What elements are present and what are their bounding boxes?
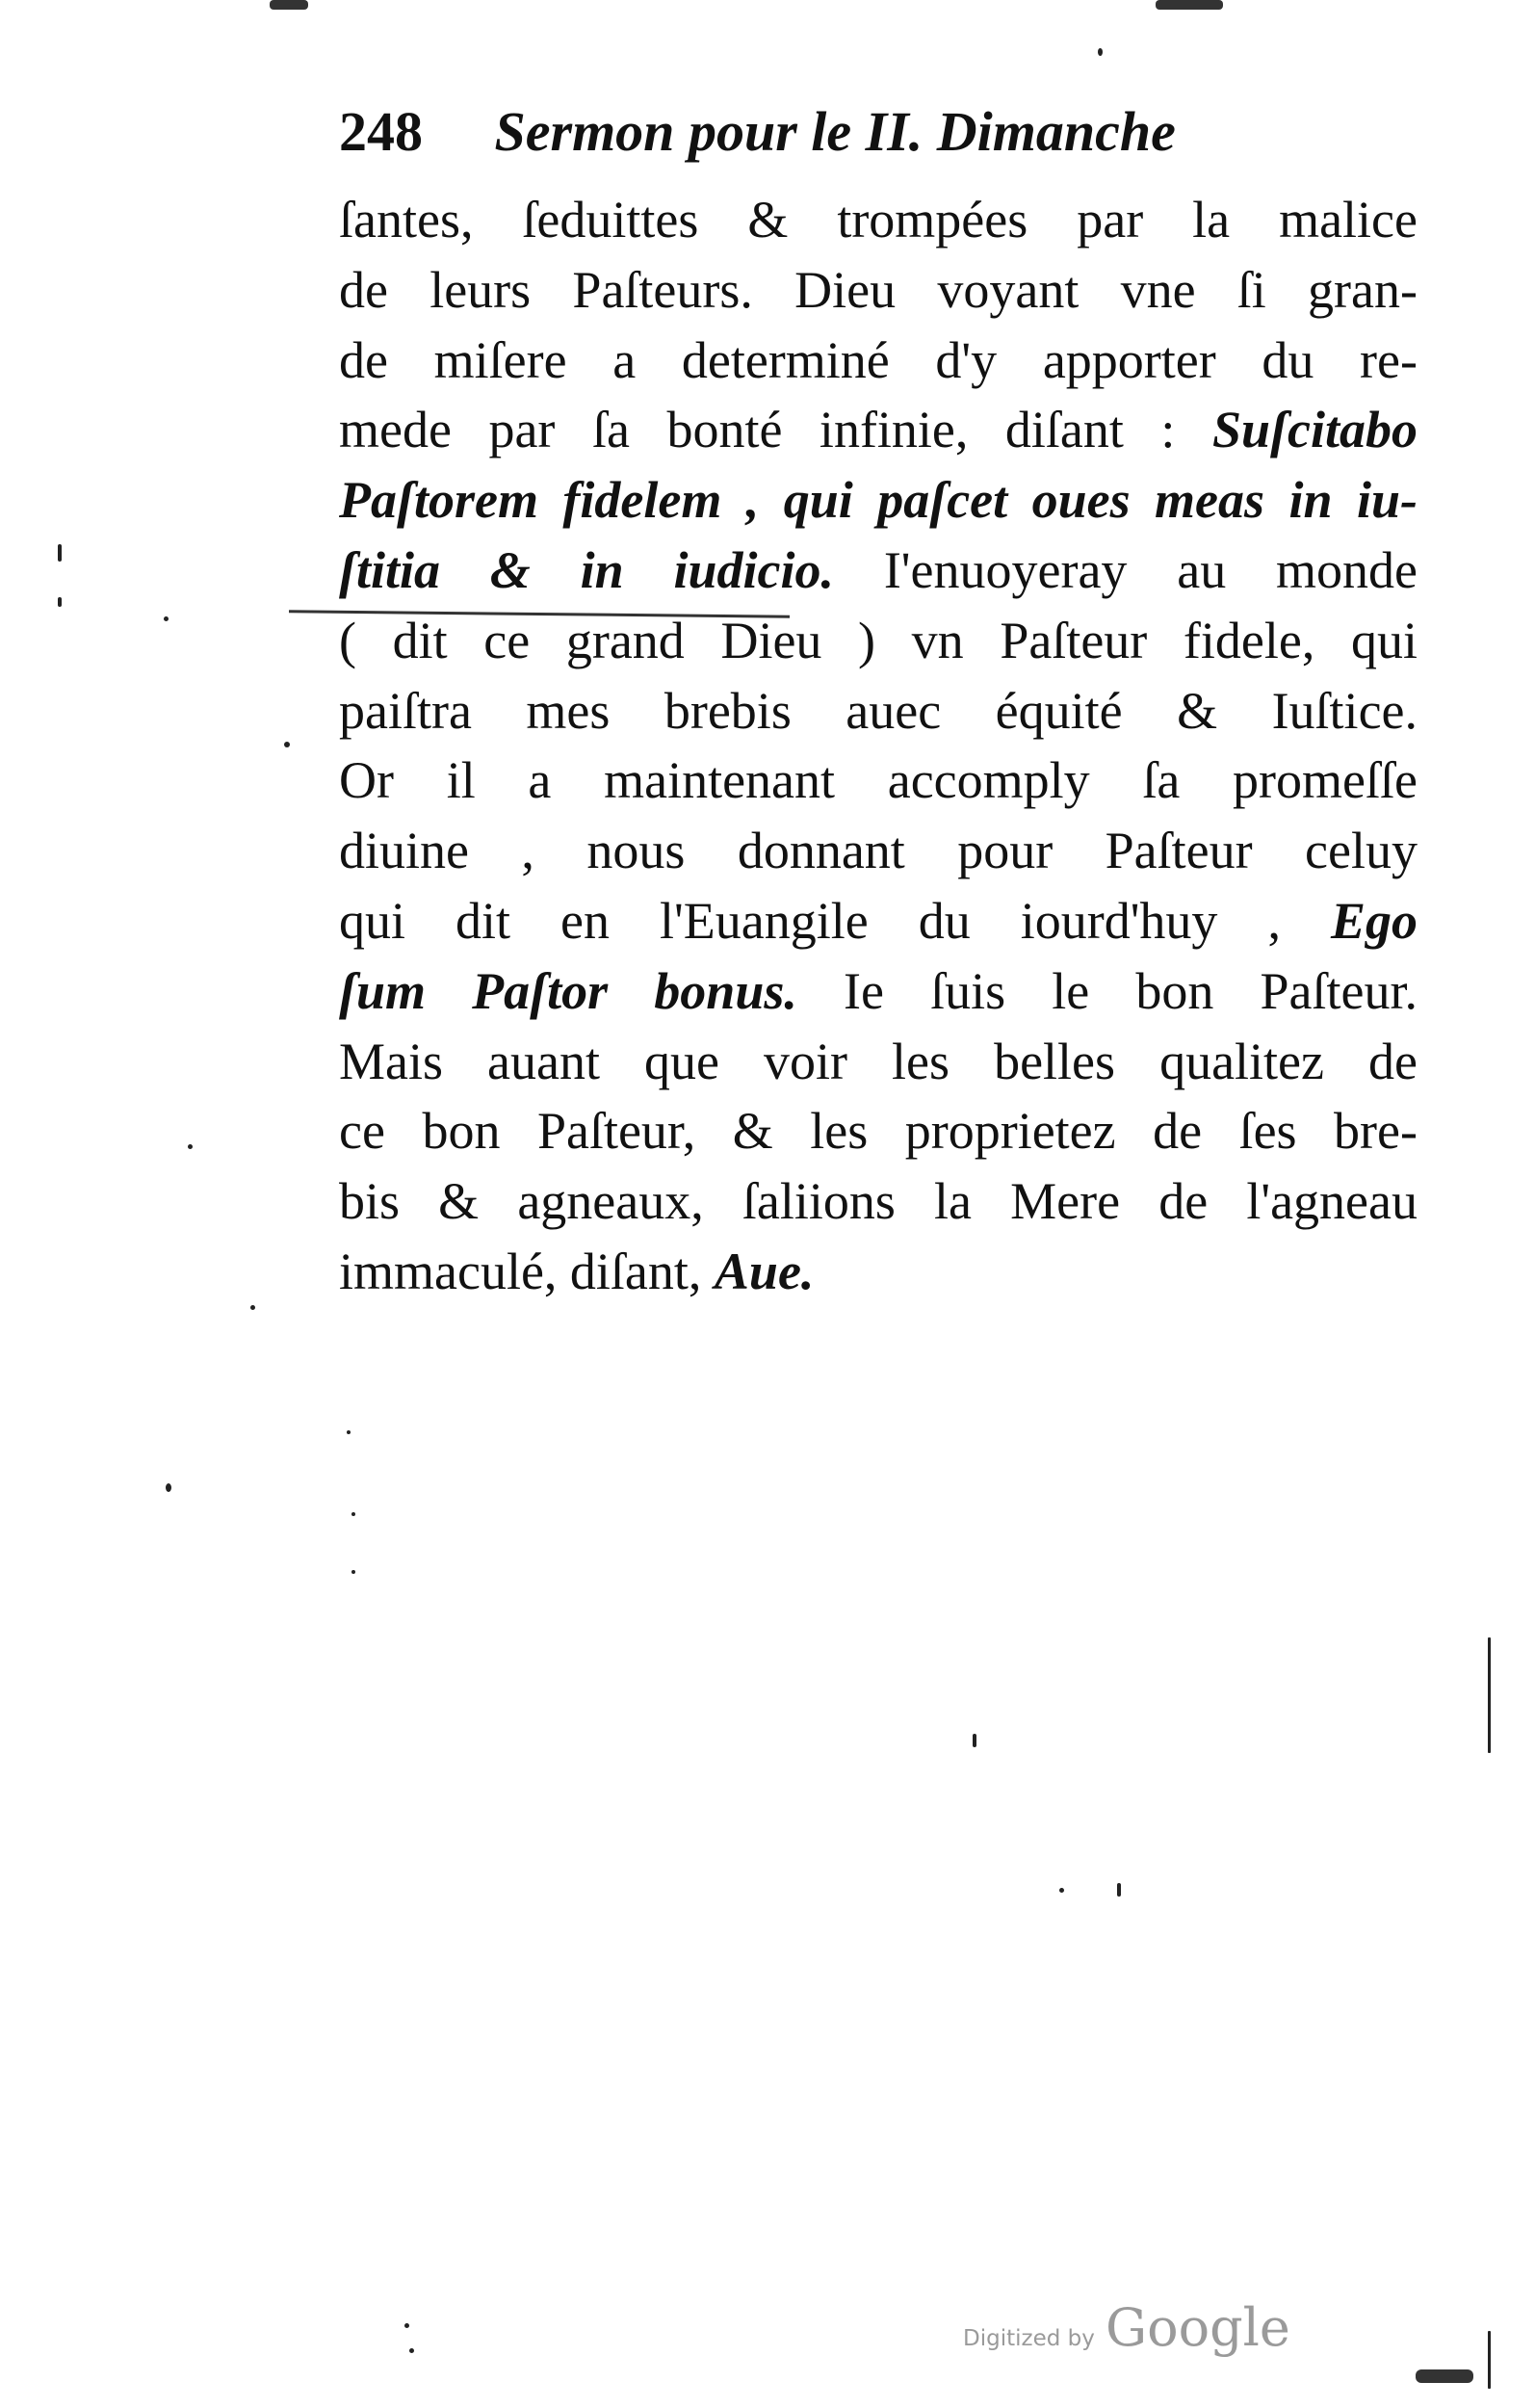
print-speck [1117,1883,1121,1897]
print-speck [1488,2331,1491,2389]
french-text: ( dit ce grand Dieu ) vn Paſteur fidele, qui [339,611,1418,669]
latin-quotation: Aue. [714,1242,815,1300]
french-text: de miſere a determiné d'y apporter du re- [339,330,1418,389]
print-speck [347,1430,351,1434]
french-text: de leurs Paſteurs. Dieu voyant vne ſi gran- [339,260,1418,319]
print-speck [404,2323,409,2328]
french-text: ſantes, ſeduittes & trompées par la malice [339,191,1418,249]
print-speck [1488,1637,1491,1753]
text-line [339,816,1418,886]
french-text: Ie ſuis le bon Paſteur. [796,961,1418,1020]
text-line [339,465,1418,536]
print-speck [351,1512,355,1516]
print-speck [351,1570,355,1574]
print-speck [1156,0,1223,10]
text-line [339,1237,1418,1307]
text-line [339,746,1418,816]
text-line [339,886,1418,956]
text-line [339,1027,1418,1097]
latin-quotation: ſtitia & in iudicio. [339,540,834,599]
print-speck [188,1144,193,1149]
print-speck [1416,2369,1473,2383]
text-line [339,255,1418,326]
print-speck [409,2348,414,2353]
running-head: Sermon pour le II. Dimanche [494,100,1176,163]
text-line [339,185,1418,255]
print-speck [1098,48,1103,56]
text-line [339,395,1418,465]
print-speck [58,544,62,562]
latin-quotation: ſum Paſtor bonus. [339,961,797,1020]
french-text: ce bon Paſteur, & les proprietez de ſes bre- [339,1102,1418,1161]
french-text: I'enuoyeray au monde [834,540,1418,599]
print-speck [250,1305,255,1310]
text-line [339,1096,1418,1166]
body-text [339,185,1418,1307]
french-text: paiſtra mes brebis auec équité & Iuſtice. [339,681,1418,740]
print-speck [973,1734,976,1747]
print-speck [164,616,169,621]
text-line [339,606,1418,676]
latin-quotation: Paſtorem fidelem , qui paſcet oues meas in iu- [339,471,1418,530]
page-header [339,89,1398,175]
french-text: Mais auant que voir les belles qualitez de [339,1032,1418,1090]
text-line [339,956,1418,1027]
digitized-by-label: Digitized by [963,2326,1095,2351]
google-logo: Google [1105,2297,1290,2358]
text-line [339,676,1418,746]
latin-quotation: Ego [1330,891,1418,950]
text-line [339,1166,1418,1237]
print-speck [284,742,290,747]
text-line [339,536,1418,606]
text-line [339,326,1418,396]
latin-quotation: Suſcitabo [1211,401,1418,459]
french-text: Or il a maintenant accomply ſa promeſſe [339,751,1418,810]
print-speck [58,597,62,607]
french-text: qui dit en l'Euangile du iourd'huy , [339,891,1331,950]
print-speck [166,1483,171,1492]
french-text: immaculé, diſant, [339,1242,715,1300]
print-speck [1059,1888,1064,1893]
digitized-by-google-watermark [963,2297,1290,2374]
page-number: 248 [339,100,423,163]
french-text: mede par ſa bonté infinie, diſant : [339,401,1212,459]
french-text: diuine , nous donnant pour Paſteur celuy [339,822,1418,880]
french-text: bis & agneaux, ſaliions la Mere de l'agneau [339,1172,1418,1231]
print-speck [270,0,308,10]
